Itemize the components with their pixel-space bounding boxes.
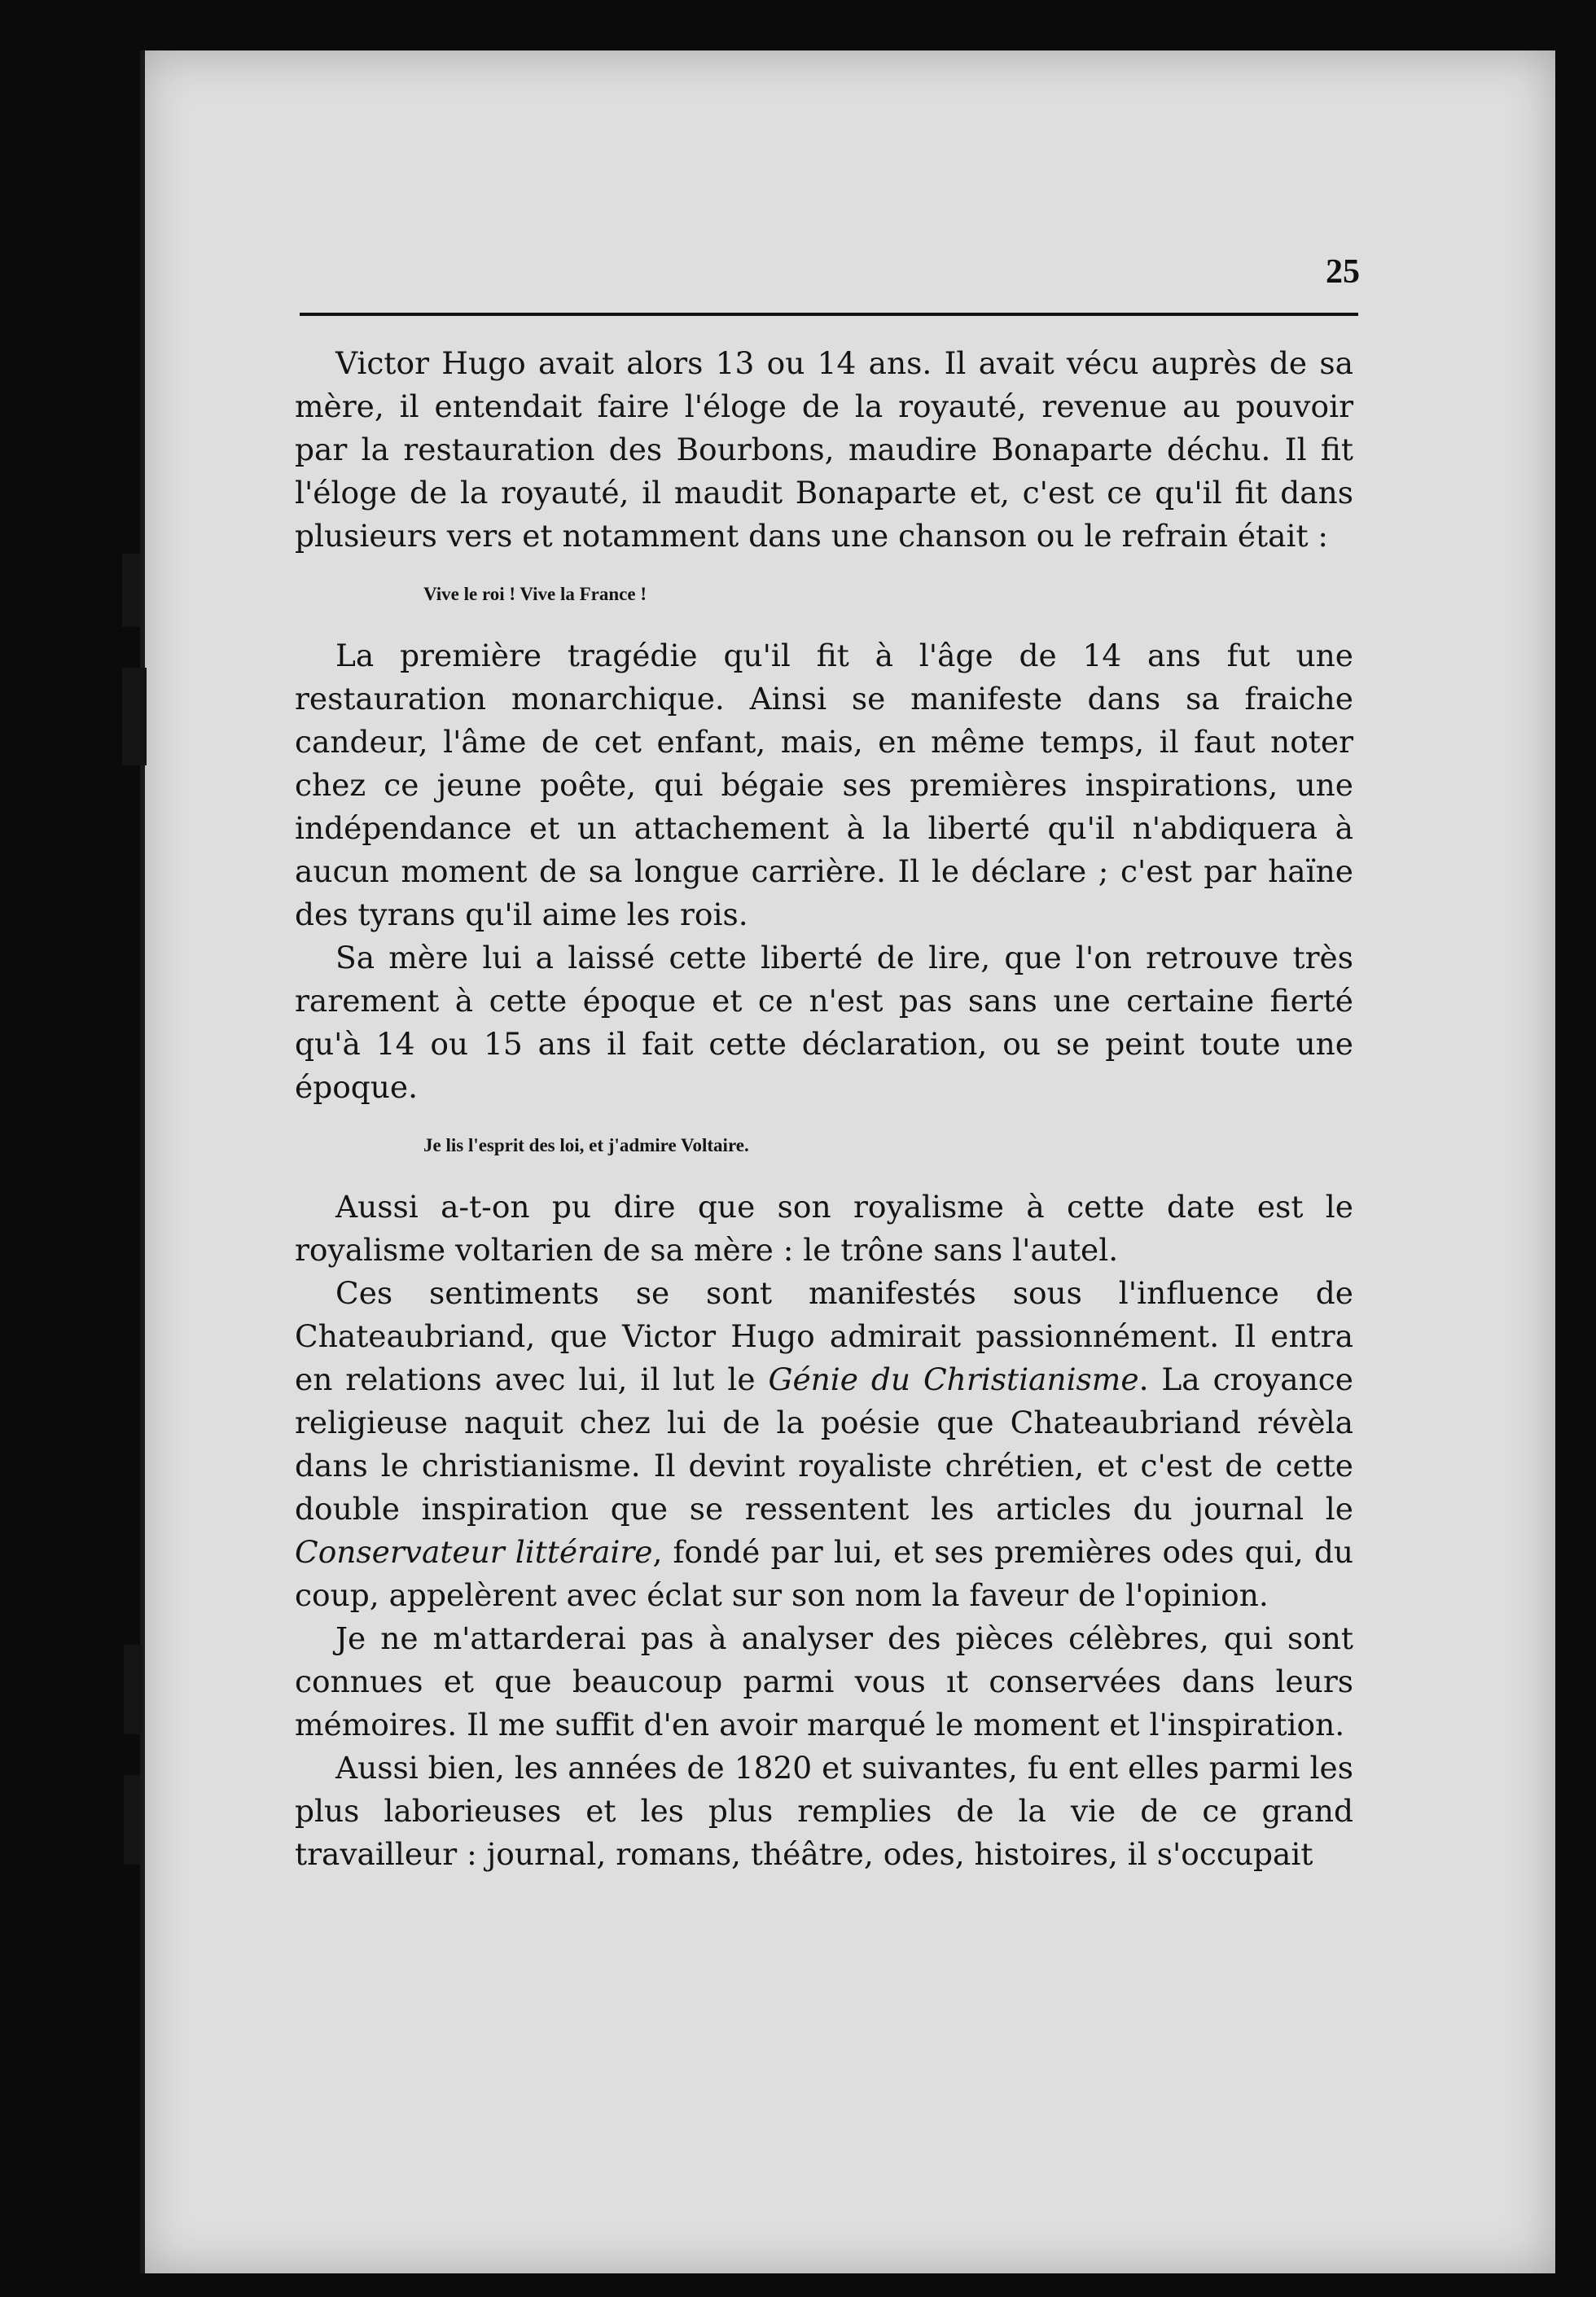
header-rule — [300, 313, 1358, 316]
quote-voltaire: Je lis l'esprit des loi, et j'admire Voltaire. — [423, 1135, 749, 1155]
paragraph-5 — [295, 1272, 1353, 1617]
binding-thread-mark — [122, 554, 140, 627]
paragraph-1: Victor Hugo avait alors 13 ou 14 ans. Il avait vécu auprès de sa mère, il entendait faire l'éloge de la royauté, revenue au pouvoir par la restauration des Bourbons, maudire Bonaparte déchu. Il fit l'éloge de la royauté, il maudit Bonaparte et, c'est ce qu'il fit dans plusieurs vers et notamment dans une chanson ou le refrain était : — [295, 345, 1353, 554]
paragraph-6: Je ne m'attarderai pas à analyser des pièces célèbres, qui sont connues et que beaucoup parmi vous ıt conservées dans leurs mémoires. Il me suffit d'en avoir marqué le moment et l'inspiration. — [295, 1620, 1353, 1742]
paragraph-5-text-b: . La croyance religieuse naquit chez lui de la poésie que Chateaubriand révèla dans le christianisme. Il devint royaliste chrétien, et c'est de cette double inspiration que se ressentent les articles du journal le — [295, 1361, 1353, 1527]
paragraph-7: Aussi bien, les années de 1820 et suivantes, fu ent elles parmi les plus laborieuses et les plus remplies de la vie de ce grand travailleur : journal, romans, théâtre, odes, histoires, il s'occupait — [295, 1750, 1353, 1872]
page-number: 25 — [1326, 253, 1360, 291]
binding-thread-mark — [124, 1775, 140, 1865]
paragraph-5-text-a: Ces sentiments se sont manifestés sous l'influence de Chateaubriand, que Victor Hugo admirait passionnément. Il entra en relations avec lui, il lut le — [295, 1275, 1353, 1397]
binding-thread-mark — [122, 668, 147, 765]
paragraph-5-text-c: , fondé par lui, et ses premières odes qui, du coup, appelèrent avec éclat sur son nom la faveur de l'opinion. — [295, 1534, 1353, 1613]
title-genie-du-christianisme: Génie du Christianisme — [768, 1361, 1139, 1397]
binding-thread-mark — [124, 1645, 142, 1734]
paragraph-4: Aussi a-t-on pu dire que son royalisme à cette date est le royalisme voltarien de sa mère : le trône sans l'autel. — [295, 1189, 1353, 1268]
body-text — [295, 342, 1353, 1876]
page-edge-shadow — [140, 50, 145, 2273]
quote-vive-le-roi: Vive le roi ! Vive la France ! — [423, 584, 647, 604]
paragraph-3: Sa mère lui a laissé cette liberté de lire, que l'on retrouve très rarement à cette époque et ce n'est pas sans une certaine fierté qu'à 14 ou 15 ans il fait cette déclaration, ou se peint toute une époque. — [295, 940, 1353, 1105]
title-conservateur-litteraire: Conservateur littéraire — [295, 1534, 653, 1570]
paragraph-2: La première tragédie qu'il fit à l'âge de 14 ans fut une restauration monarchique. Ainsi se manifeste dans sa fraiche candeur, l'âme de cet enfant, mais, en même temps, il faut noter chez ce jeune poête, qui bégaie ses premières inspirations, une indépendance et un attachement à la liberté qu'il n'abdiquera à aucun moment de sa longue carrière. Il le déclare ; c'est par haïne des tyrans qu'il aime les rois. — [295, 638, 1353, 932]
